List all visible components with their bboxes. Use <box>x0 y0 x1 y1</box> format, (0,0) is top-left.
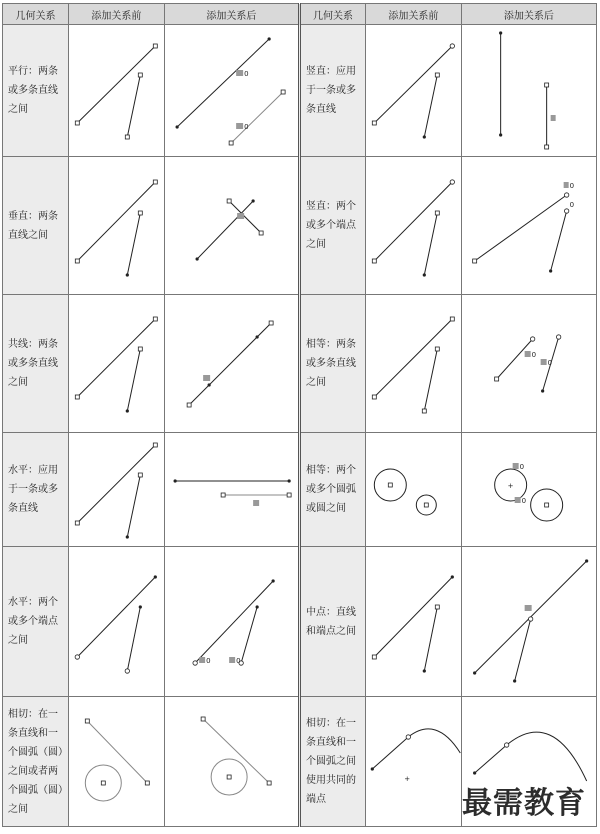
header-relation-left: 几何关系 <box>3 4 69 25</box>
table-row <box>3 25 597 157</box>
header-before-right: 添加关系前 <box>366 4 462 25</box>
header-row <box>3 4 597 25</box>
figure-after <box>164 433 299 547</box>
relation-label: 水平：应用于一条或多条直线 <box>3 433 69 547</box>
figure-after <box>164 157 299 295</box>
svg-text:+: + <box>507 482 514 490</box>
figure-before <box>366 157 462 295</box>
header-after-right: 添加关系后 <box>461 4 596 25</box>
figure-after <box>461 25 596 157</box>
figure-before <box>366 25 462 157</box>
svg-text:0: 0 <box>243 123 249 131</box>
svg-text:0: 0 <box>235 657 241 665</box>
figure-before <box>69 157 165 295</box>
geometric-relations-table <box>2 3 597 827</box>
table-row <box>3 433 597 547</box>
figure-before <box>366 295 462 433</box>
table-row <box>3 157 597 295</box>
relation-label: 竖直：两个或多个端点之间 <box>299 157 365 295</box>
relation-label: 平行：两条或多条直线之间 <box>3 25 69 157</box>
header-after-left: 添加关系后 <box>164 4 299 25</box>
figure-before <box>366 433 462 547</box>
svg-text:0: 0 <box>519 463 524 471</box>
figure-after <box>461 433 596 547</box>
figure-after <box>164 25 299 157</box>
svg-text:0: 0 <box>569 201 574 209</box>
relation-label: 垂直：两条直线之间 <box>3 157 69 295</box>
svg-text:0: 0 <box>521 497 526 505</box>
figure-after <box>461 547 596 697</box>
figure-before <box>69 697 165 827</box>
svg-text:0: 0 <box>569 182 574 190</box>
figure-before <box>69 295 165 433</box>
relation-label: 竖直：应用于一条或多条直线 <box>299 25 365 157</box>
relation-label: 相等：两个或多个圆弧或圆之间 <box>299 433 365 547</box>
figure-after <box>164 697 299 827</box>
header-before-left: 添加关系前 <box>69 4 165 25</box>
figure-before <box>69 25 165 157</box>
table-row <box>3 547 597 697</box>
figure-before <box>69 547 165 697</box>
figure-before <box>69 433 165 547</box>
svg-text:0: 0 <box>205 657 211 665</box>
figure-before <box>366 547 462 697</box>
header-relation-right: 几何关系 <box>299 4 365 25</box>
relation-label: 相切：在一条直线和一个圆弧之间使用共同的端点 <box>299 697 365 827</box>
relation-label: 中点：直线和端点之间 <box>299 547 365 697</box>
figure-after <box>461 157 596 295</box>
svg-text:0: 0 <box>547 359 552 367</box>
figure-after <box>164 295 299 433</box>
watermark-logo: 最需教育 <box>462 786 586 821</box>
relation-label: 水平：两个或多个端点之间 <box>3 547 69 697</box>
figure-after <box>164 547 299 697</box>
relation-label: 共线：两条或多条直线之间 <box>3 295 69 433</box>
svg-text:+: + <box>404 775 411 783</box>
figure-before <box>366 697 462 827</box>
svg-text:0: 0 <box>243 70 249 78</box>
table-row <box>3 295 597 433</box>
svg-text:0: 0 <box>531 351 536 359</box>
relation-label: 相等：两条或多条直线之间 <box>299 295 365 433</box>
figure-after <box>461 295 596 433</box>
relation-label: 相切：在一条直线和一个圆弧（圆）之间或者两个圆弧（圆）之间 <box>3 697 69 827</box>
